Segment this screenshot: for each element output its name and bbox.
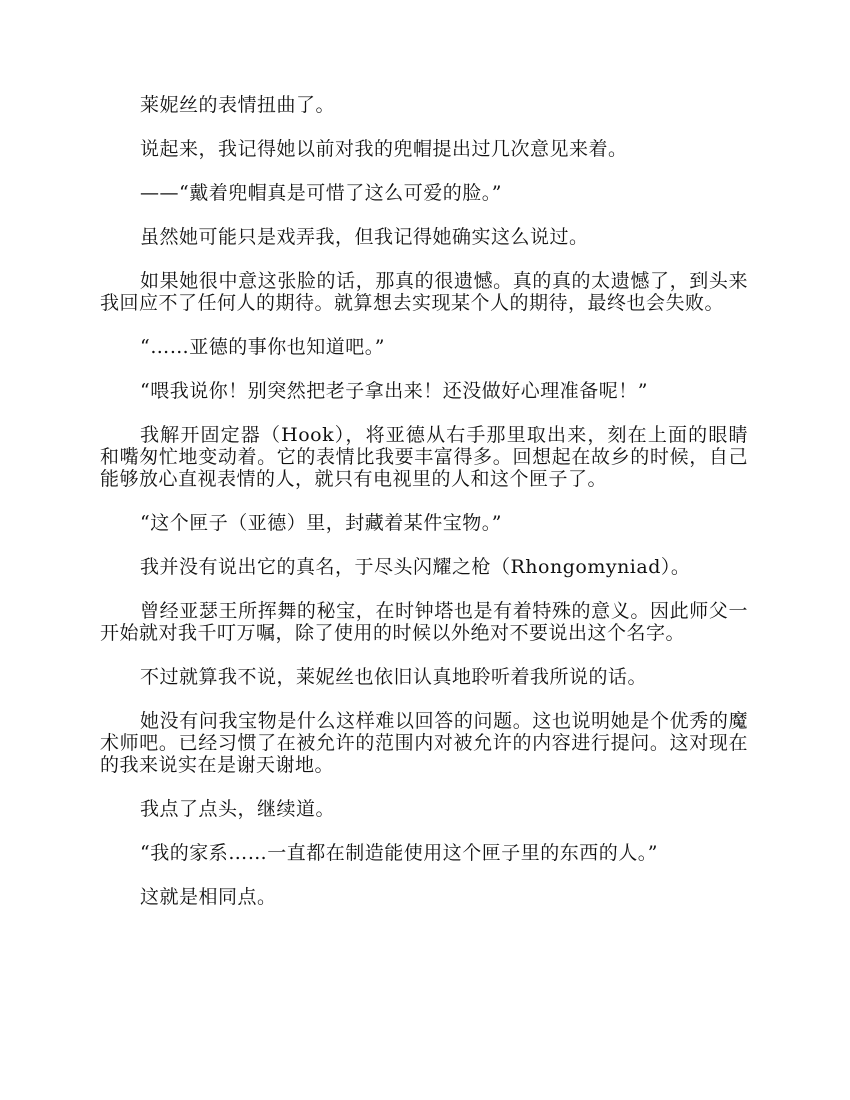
paragraph: ——“戴着兜帽真是可惜了这么可爱的脸。” — [140, 182, 502, 204]
paragraph: 这就是相同点。 — [140, 886, 277, 908]
paragraph: 说起来，我记得她以前对我的兜帽提出过几次意见来着。 — [140, 138, 628, 160]
paragraph: “喂我说你！别突然把老子拿出来！还没做好心理准备呢！” — [140, 380, 648, 402]
text-column — [100, 94, 748, 930]
paragraph: 她没有问我宝物是什么这样难以回答的问题。这也说明她是个优秀的魔术师吧。已经习惯了在被允许的范围内对被允许的内容进行提问。这对现在的我来说实在是谢天谢地。 — [100, 710, 748, 776]
paragraph: 我点了点头，继续道。 — [140, 798, 336, 820]
paragraph: 不过就算我不说，莱妮丝也依旧认真地聆听着我所说的话。 — [140, 666, 648, 688]
paragraph: 虽然她可能只是戏弄我，但我记得她确实这么说过。 — [140, 226, 589, 248]
paragraph: “……亚德的事你也知道吧。” — [140, 336, 385, 358]
paragraph: “我的家系……一直都在制造能使用这个匣子里的东西的人。” — [140, 842, 658, 864]
paragraph: 曾经亚瑟王所挥舞的秘宝，在时钟塔也是有着特殊的意义。因此师父一开始就对我千叮万嘱，除了使用的时候以外绝对不要说出这个名字。 — [100, 600, 748, 644]
paragraph: 如果她很中意这张脸的话，那真的很遗憾。真的真的太遗憾了，到头来我回应不了任何人的期待。就算想去实现某个人的期待，最终也会失败。 — [100, 270, 748, 314]
paragraph: 我并没有说出它的真名，于尽头闪耀之枪（Rhongomyniad）。 — [140, 556, 691, 578]
paragraph: 我解开固定器（Hook），将亚德从右手那里取出来，刻在上面的眼睛和嘴匆忙地变动着。它的表情比我要丰富得多。回想起在故乡的时候，自己能够放心直视表情的人，就只有电视里的人和这个匣子了。 — [100, 424, 748, 490]
paragraph: 莱妮丝的表情扭曲了。 — [140, 94, 336, 116]
paragraph: “这个匣子（亚德）里，封藏着某件宝物。” — [140, 512, 502, 534]
